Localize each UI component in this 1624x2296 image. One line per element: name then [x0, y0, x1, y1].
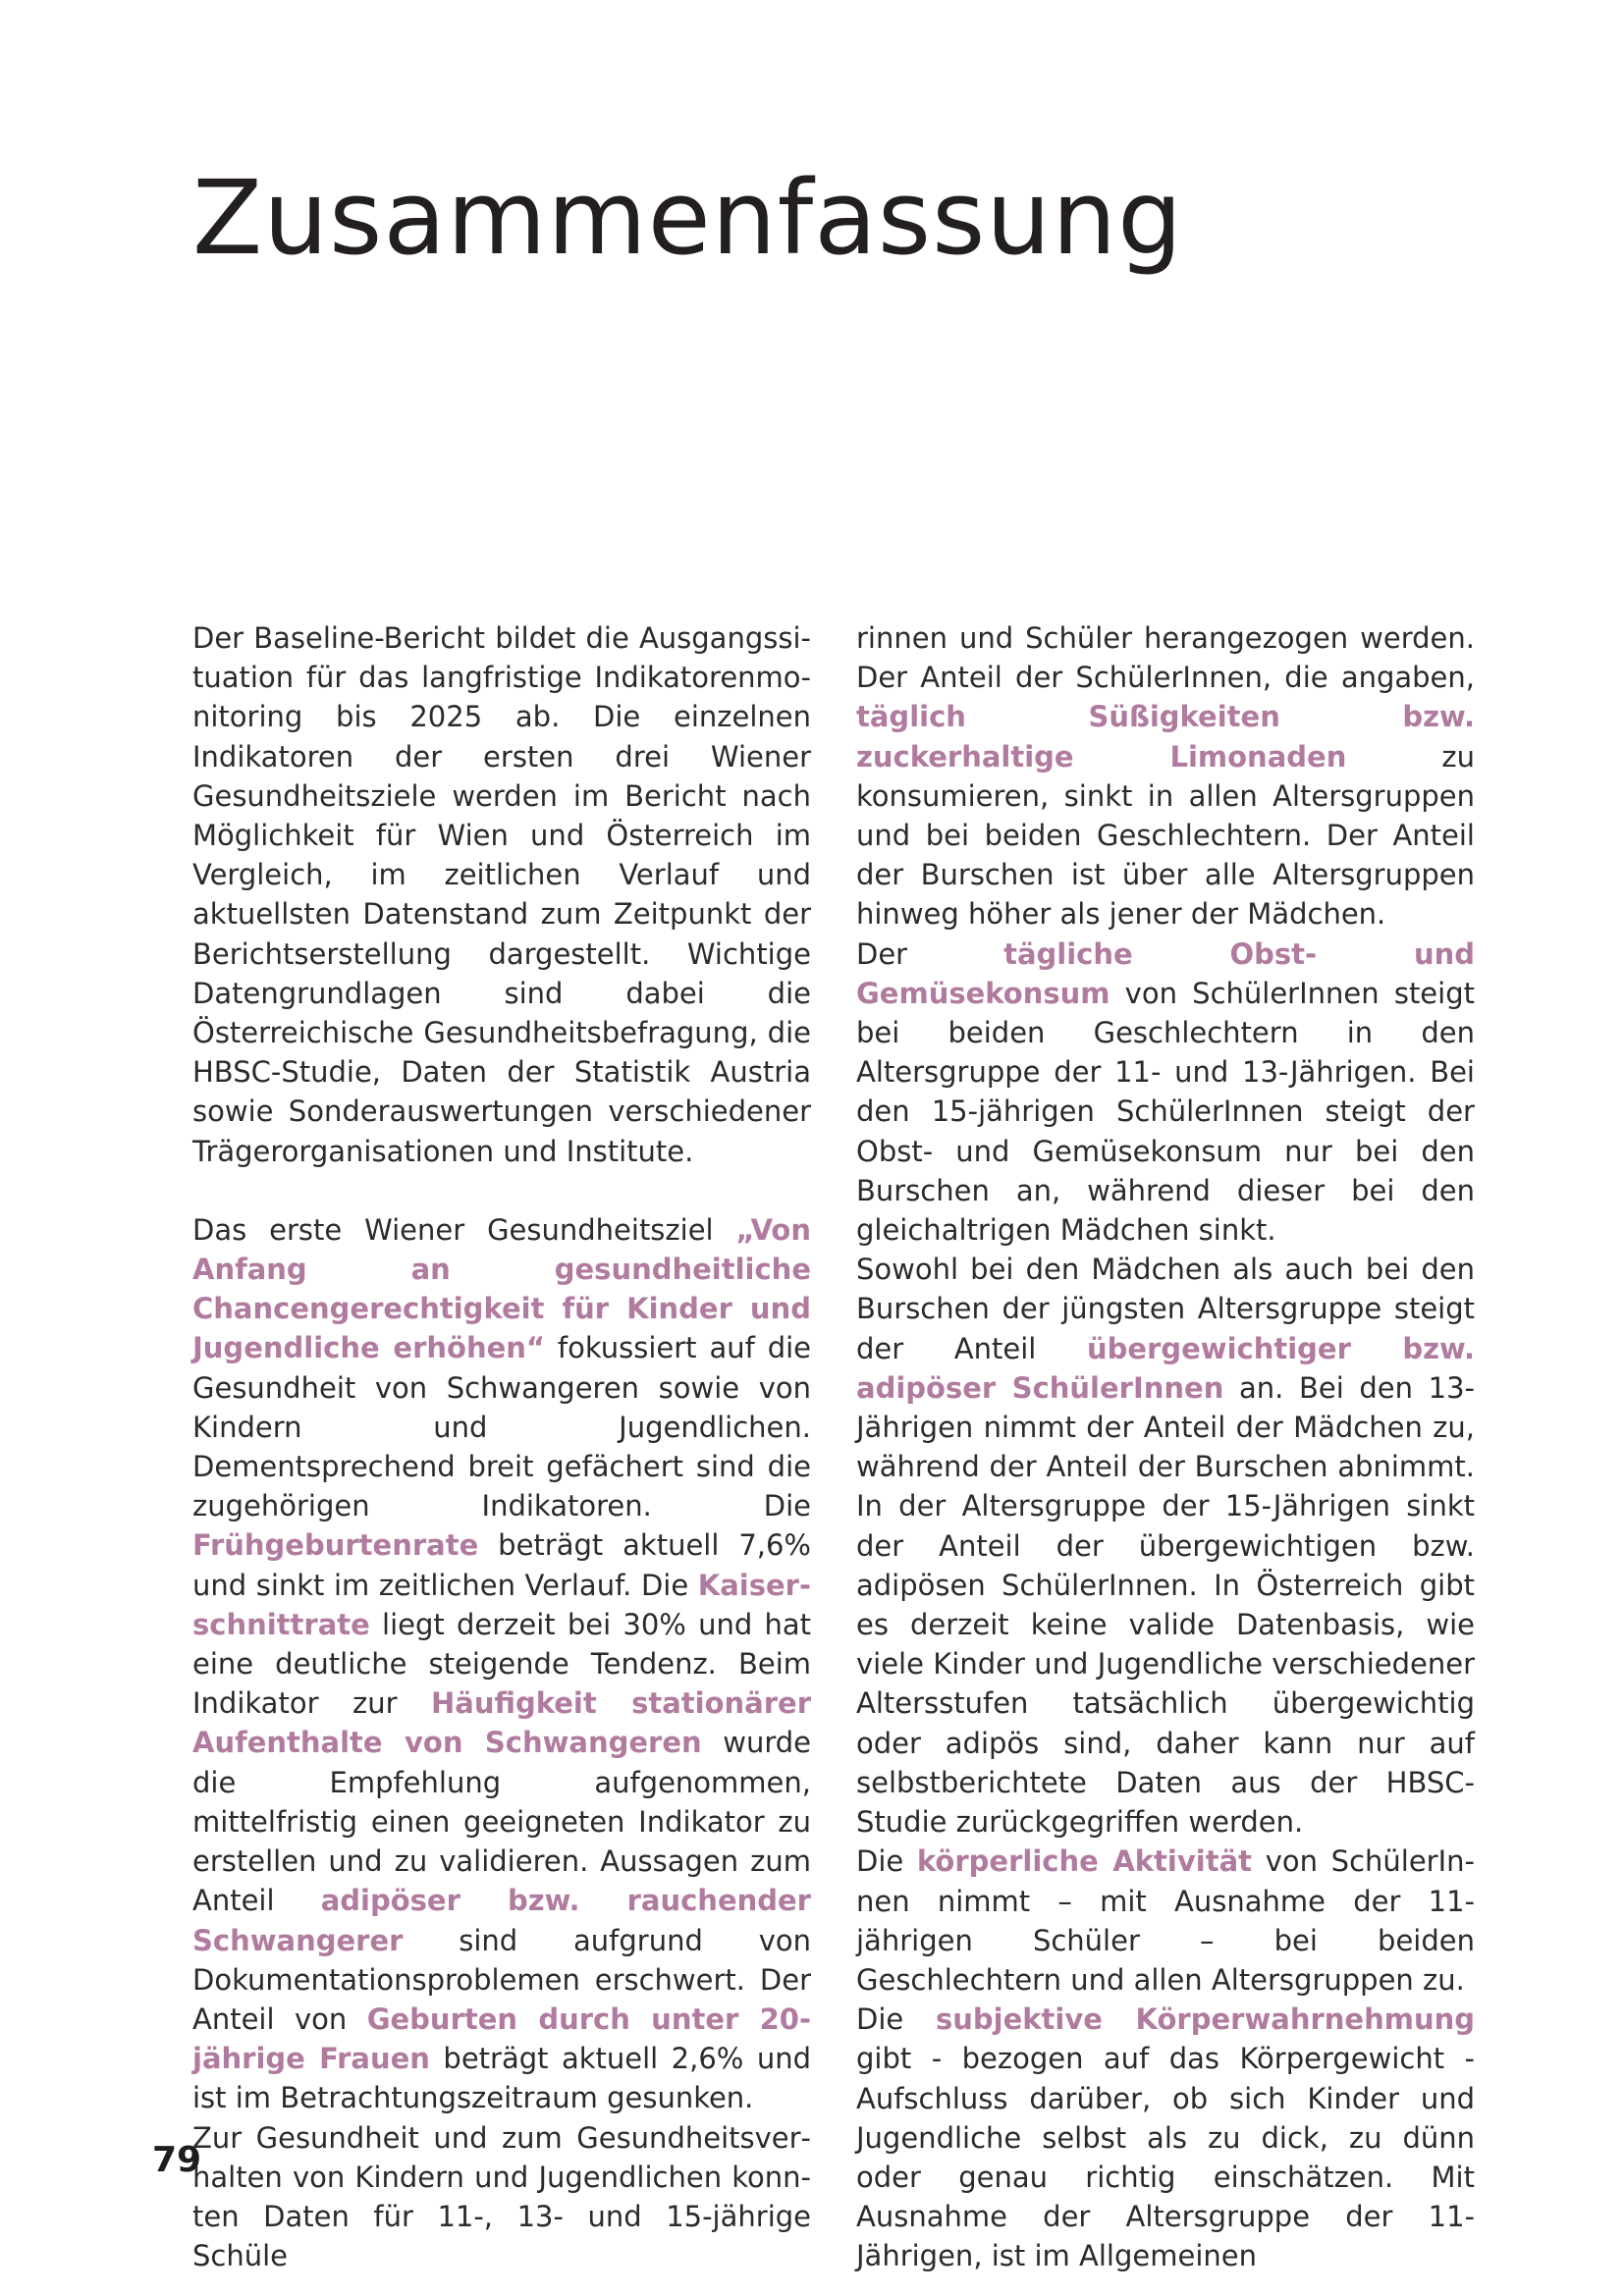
right-column [856, 618, 1475, 2276]
paragraph-children-health: Zur Gesundheit und zum Gesundheitsverhalten von Kindern und Jugendlichen konnten Daten für 11-, 13- und 15-jährige Schüle [192, 2120, 811, 2273]
page-number: 79 [152, 2140, 202, 2180]
paragraph-health-goal-1: Das erste Wiener Gesundheitsziel „Von Anfang an gesundheitliche Chancengerechtigkeit für Kinder und Jugendliche erhöhen“ fokussiert auf die Gesundheit von Schwangeren sowie von Kindern und Jugendlichen. Dementsprechend breit gefächert sind die zugehörigen Indikatoren. Die Frühgeburtenrate beträgt aktuell 7,6% und sinkt im zeitlichen Verlauf. Die Kaiserschnittrate liegt derzeit bei 30% und hat eine deutliche steigende Tendenz. Beim Indikator zur Häufigkeit stationärer Aufenthalte von Schwangeren wurde die Empfehlung aufgenommen, mittelfristig einen geeigneten Indikator zu erstellen und zu validieren. Aussagen zum Anteil adipöser bzw. rauchender Schwangerer sind aufgrund von Dokumentationsproblemen erschwert. Der Anteil von Geburten durch unter 20-jährige Frauen beträgt aktuell 2,6% und ist im Betrachtungszeitraum gesunken. [192, 1212, 812, 2115]
paragraph-physical-activity: Die körperliche Aktivität von SchülerInnen nimmt – mit Ausnahme der 11-jährigen Schüler – bei beiden Geschlechtern und allen Altersgruppen zu. [856, 1844, 1476, 1997]
paragraph-overweight: Sowohl bei den Mädchen als auch bei den Burschen der jüngsten Altersgruppe steigt der Anteil übergewichtiger bzw. adipöser SchülerInnen an. Bei den 13-Jährigen nimmt der Anteil der Mädchen zu, während der Anteil der Burschen abnimmt. In der Altersgruppe der 15-Jährigen sinkt der Anteil der übergewichtigen bzw. adipösen SchülerInnen. In Österreich gibt es derzeit keine valide Datenbasis, wie viele Kinder und Jugendliche verschiedener Altersstufen tatsächlich übergewichtig oder adipös sind, daher kann nur auf selbstberichtete Daten aus der HBSC-Studie zurückgegriffen werden. [856, 1253, 1476, 1840]
paragraph-fruit-vegetables: Der tägliche Obst- und Gemüsekonsum von SchülerInnen steigt bei beiden Geschlechtern in den Altersgruppe der 11- und 13-Jährigen. Bei den 15-jährigen SchülerInnen steigt der Obst- und Gemüsekonsum nur bei den Burschen an, während dieser bei den gleichaltrigen Mädchen sinkt. [856, 936, 1475, 1248]
highlight-caesarean-rate: Kaiserschnittrate [192, 1568, 811, 1641]
paragraph-sweets: rinnen und Schüler herangezogen werden. Der Anteil der SchülerInnen, die angaben, täglich Süßigkeiten bzw. zuckerhaltige Limonaden zu konsumieren, sinkt in allen Altersgruppen und bei beiden Geschlechtern. Der Anteil der Burschen ist über alle Altersgruppen hinweg höher als jener der Mädchen. [856, 621, 1475, 932]
left-column [192, 618, 811, 2275]
highlight-body-perception: subjektive Körperwahrnehmung [935, 2002, 1475, 2037]
highlight-overweight-students: übergewichtiger bzw. adipöser SchülerInnen [856, 1331, 1476, 1405]
highlight-fruit-vegetable-consumption: tägliche Obst- und Gemüsekonsum [856, 936, 1475, 1010]
highlight-obese-smoking-pregnant: adipöser bzw. rauchender Schwangerer [192, 1884, 811, 1957]
highlight-inpatient-stays: Häufigkeit stationärer Aufenthalte von Schwangeren [192, 1686, 811, 1760]
paragraph-baseline-report: Der Baseline-Bericht bildet die Ausgangssituation für das langfristige Indikatorenmonitoring bis 2025 ab. Die einzelnen Indikatoren der ersten drei Wiener Gesundheitsziele werden im Bericht nach Möglichkeit für Wien und Österreich im Vergleich, im zeitlichen Verlauf und aktuellsten Datenstand zum Zeitpunkt der Berichtserstellung dargestellt. Wichtige Datengrundlagen sind dabei die Österreichische Gesundheitsbefragung, die HBSC-Studie, Daten der Statistik Austria sowie Sonderauswertungen verschiedener Trägerorganisationen und Institute. [192, 621, 811, 1168]
page-title: Zusammenfassung [192, 158, 1184, 278]
highlight-health-goal-title: „Von Anfang an gesundheitliche Chancengerechtigkeit für Kinder und Jugendliche erhöhen“ [192, 1212, 811, 1365]
highlight-preterm-birth-rate: Frühgeburtenrate [192, 1528, 479, 1563]
highlight-sweets-lemonade: täglich Süßigkeiten bzw. zuckerhaltige Limonaden [856, 700, 1475, 774]
paragraph-body-perception: Die subjektive Körperwahrnehmung gibt - bezogen auf das Körpergewicht - Aufschluss darüber, ob sich Kinder und Jugendliche selbst als zu dick, zu dünn oder genau richtig einschätzen. Mit Ausnahme der Altersgruppe der 11-Jährigen, ist im Allgemeinen [856, 2002, 1475, 2273]
highlight-births-under-20: Geburten durch unter 20-jährige Frauen [192, 2002, 811, 2076]
highlight-physical-activity: körperliche Aktivität [916, 1844, 1253, 1879]
